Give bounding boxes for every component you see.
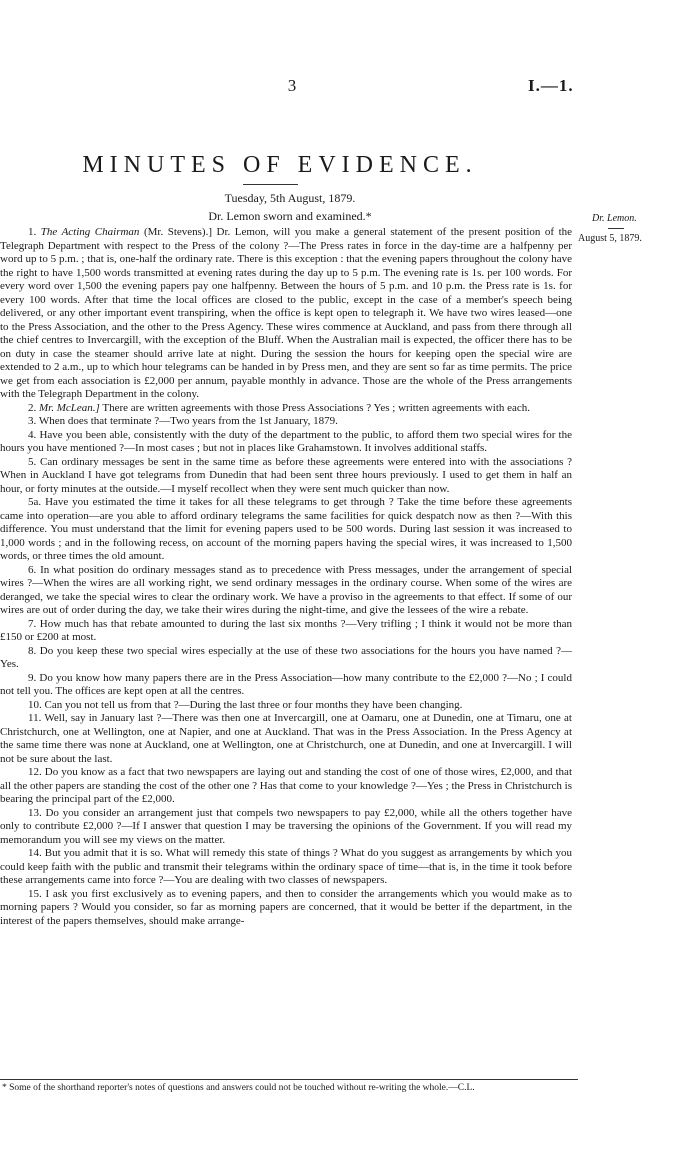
evidence-paragraph [0,766,572,807]
witness-sworn-line: Dr. Lemon sworn and examined.* [208,209,372,223]
question-number: 4. [28,428,40,441]
evidence-paragraph [0,564,572,618]
margin-witness-name: Dr. Lemon. [592,213,637,224]
paragraph-text: Have you been able, consistently with the duty of the department to the public, to afford them two special wires for the hours you have mentioned ?—In most cases ; but not in places like Grahamstown. It involves additional staffs. [0,428,572,454]
evidence-paragraph [0,645,572,672]
evidence-paragraph [0,807,572,848]
footnote-divider [0,1079,578,1080]
evidence-paragraph [0,429,572,456]
paragraph-text: I ask you first exclusively as to evening papers, and then to consider the arrangements which you would make as to morning papers ? Would you consider, so far as morning papers are concerned, that it would be better if the department, in the interest of the papers themselves, should make arrange- [0,887,572,927]
page-title: MINUTES OF EVIDENCE. [82,152,478,178]
question-number: 6. [28,563,41,576]
evidence-paragraph [0,672,572,699]
paragraph-text: Dr. Lemon, will you make a general statement of the present position of the Telegraph Department with respect to the Press of the colony ?—The Press rates in force in the day-time are a halfpenny per word up to 5 p.m. ; that is, one-half the ordinary rate. There is this exception : that the evening papers throughout the colony have the right to have 1,500 words transmitted at evening rates during the day up to 5 p.m. The evening rate is 1s. per 100 words. For every word over 1,500 the evening papers pay one halfpenny. Between the hours of 5 p.m. and 10 p.m. the Press rate is 1s. for every 100 words. After that time the local offices are closed to the public, except in the case of a member's speech being delivered, or any other important event transpiring, when the office is kept open to telegraph it. We have two wires leased—one to the Press Association, and the other to the Press Agency. These wires commence at Auckland, and pass from there through all the chief centres to Invercargill, with the exception of the Bluff. When the Australian mail is expected, the officer there has to be on duty in case the steamer should arrive late at night. During the session the hours for keeping open the special wire are extended to 2 a.m., up to which hour telegrams can be handed in by Press men, and they are sent so far as time permits. The price we get from each association is £2,000 per annum, payable monthly in advance. Those are the whole of the Press arrangements with the Telegraph Department in the colony. [0,226,573,400]
paragraph-text: Do you know how many papers there are in the Press Association—how many contribute to the £2,000 ?—No ; I could not tell you. The offices are kept open at all the centres. [0,671,572,697]
evidence-paragraph [0,402,572,416]
page-number: 3 [287,76,297,95]
paragraph-text: Can ordinary messages be sent in the same time as before these agreements were entered into with the associations ? When in Auckland I have got telegrams from Dunedin that had been sent three hours previously. I used to get them in half an hour, or forty minutes at the outside.—I myself recollect when they were sent much quicker than now. [0,455,573,495]
evidence-paragraph [0,456,572,497]
question-number: 1. [28,226,41,238]
paragraph-text: There are written agreements with those Press Associations ? Yes ; written agreements with each. [102,401,531,414]
paragraph-text: In what position do ordinary messages stand as to precedence with Press messages, under the arrangement of special wires ?—When the wires are all working right, we send ordinary messages in the ordinary course. When some of the wires are deranged, we take the special wires to clear the ordinary work. We have a proviso in the agreements to that effect. If some of our wires are out of order during the day, we take their wires during the night-time, and give the lessees of the wire a rebate. [0,563,573,616]
speaker-name: Mr. McLean.] [39,401,100,414]
question-number: 14. [28,847,45,859]
document-reference: I.—1. [528,76,574,95]
paragraph-text: Do you keep these two special wires especially at the use of these two associations for the hours you have named ?—Yes. [0,644,572,670]
question-number: 9. [28,671,40,684]
question-number: 3. [28,415,39,427]
paragraph-text: Have you estimated the time it takes for all these telegrams to get through ? Take the time before these agreements came into operation—are you able to afford ordinary telegrams the same facilities for quick despatch now as then ?—With this difference. You must understand that the limit for evening papers used to be 500 words. During last session it was increased to 1,000 words ; and in the following recess, on account of the morning papers having the special wires, it was increased to 1,500 words, or three times the old amount. [0,496,572,562]
question-number: 15. [28,887,46,900]
question-number: 5a. [28,496,46,508]
evidence-paragraph [0,226,572,402]
title-divider [243,184,298,185]
evidence-body [0,226,572,928]
evidence-paragraph [0,712,572,766]
evidence-paragraph [0,888,572,929]
evidence-paragraph [0,699,572,713]
evidence-paragraph [0,847,572,888]
question-number: 13. [28,806,46,819]
margin-divider [608,228,624,229]
speaker-name: The Acting Chairman [40,226,140,238]
paragraph-text: Do you consider an arrangement just that compels two newspapers to pay £2,000, while all the others together have only to contribute £2,000 ?—If I answer that question I may be traversing the opinions of the Government. If you will read my memorandum you will see my views on the matter. [0,806,573,846]
footnote: * Some of the shorthand reporter's notes of questions and answers could not be touched without re-writing the whole.—C.L. [2,1083,475,1093]
paragraph-text: Can you not tell us from that ?—During the last three or four months they have been changing. [44,698,463,711]
question-number: 2. [28,401,39,414]
question-number: 12. [28,766,45,778]
speaker-note: (Mr. Stevens).] [143,226,217,238]
question-number: 11. [28,712,45,724]
evidence-paragraph [0,618,572,645]
paragraph-text: But you admit that it is so. What will remedy this state of things ? What do you suggest as arrangements by which you could keep faith with the public and transmit their telegrams within the ordinary space of time—that is, in the time it took before these arrangements came into force ?—You are dealing with two classes of newspapers. [0,847,572,886]
margin-date: August 5, 1879. [578,233,642,244]
question-number: 5. [28,455,41,468]
question-number: 10. [28,698,45,711]
paragraph-text: When does that terminate ?—Two years from the 1st January, 1879. [38,415,338,427]
paragraph-text: Do you know as a fact that two newspapers are laying out and standing the cost of one of those wires, £2,000, and that all the other papers are standing the cost of the other one ? Has that come to your knowledge ?—Yes ; the Press in Christchurch is bearing the principal part of the £2,000. [0,766,572,805]
paragraph-text: Well, say in January last ?—There was then one at Invercargill, one at Oamaru, one at Dunedin, one at Timaru, one at Christchurch, one at Wellington, one at Napier, and one at Auckland. That was in the Press Association. In the Press Agency at the same time there was none at Auckland, one at Wellington, one at Christchurch, one at Dunedin, and one at Invercargill. I will not be sure about the last. [0,712,572,765]
paragraph-text: How much has that rebate amounted to during the last six months ?—Very trifling ; I think it would not be more than £150 or £200 at most. [0,617,572,643]
evidence-paragraph [0,496,572,564]
evidence-paragraph [0,415,572,429]
question-number: 7. [28,617,40,630]
hearing-date: Tuesday, 5th August, 1879. [224,191,356,205]
question-number: 8. [28,644,40,657]
